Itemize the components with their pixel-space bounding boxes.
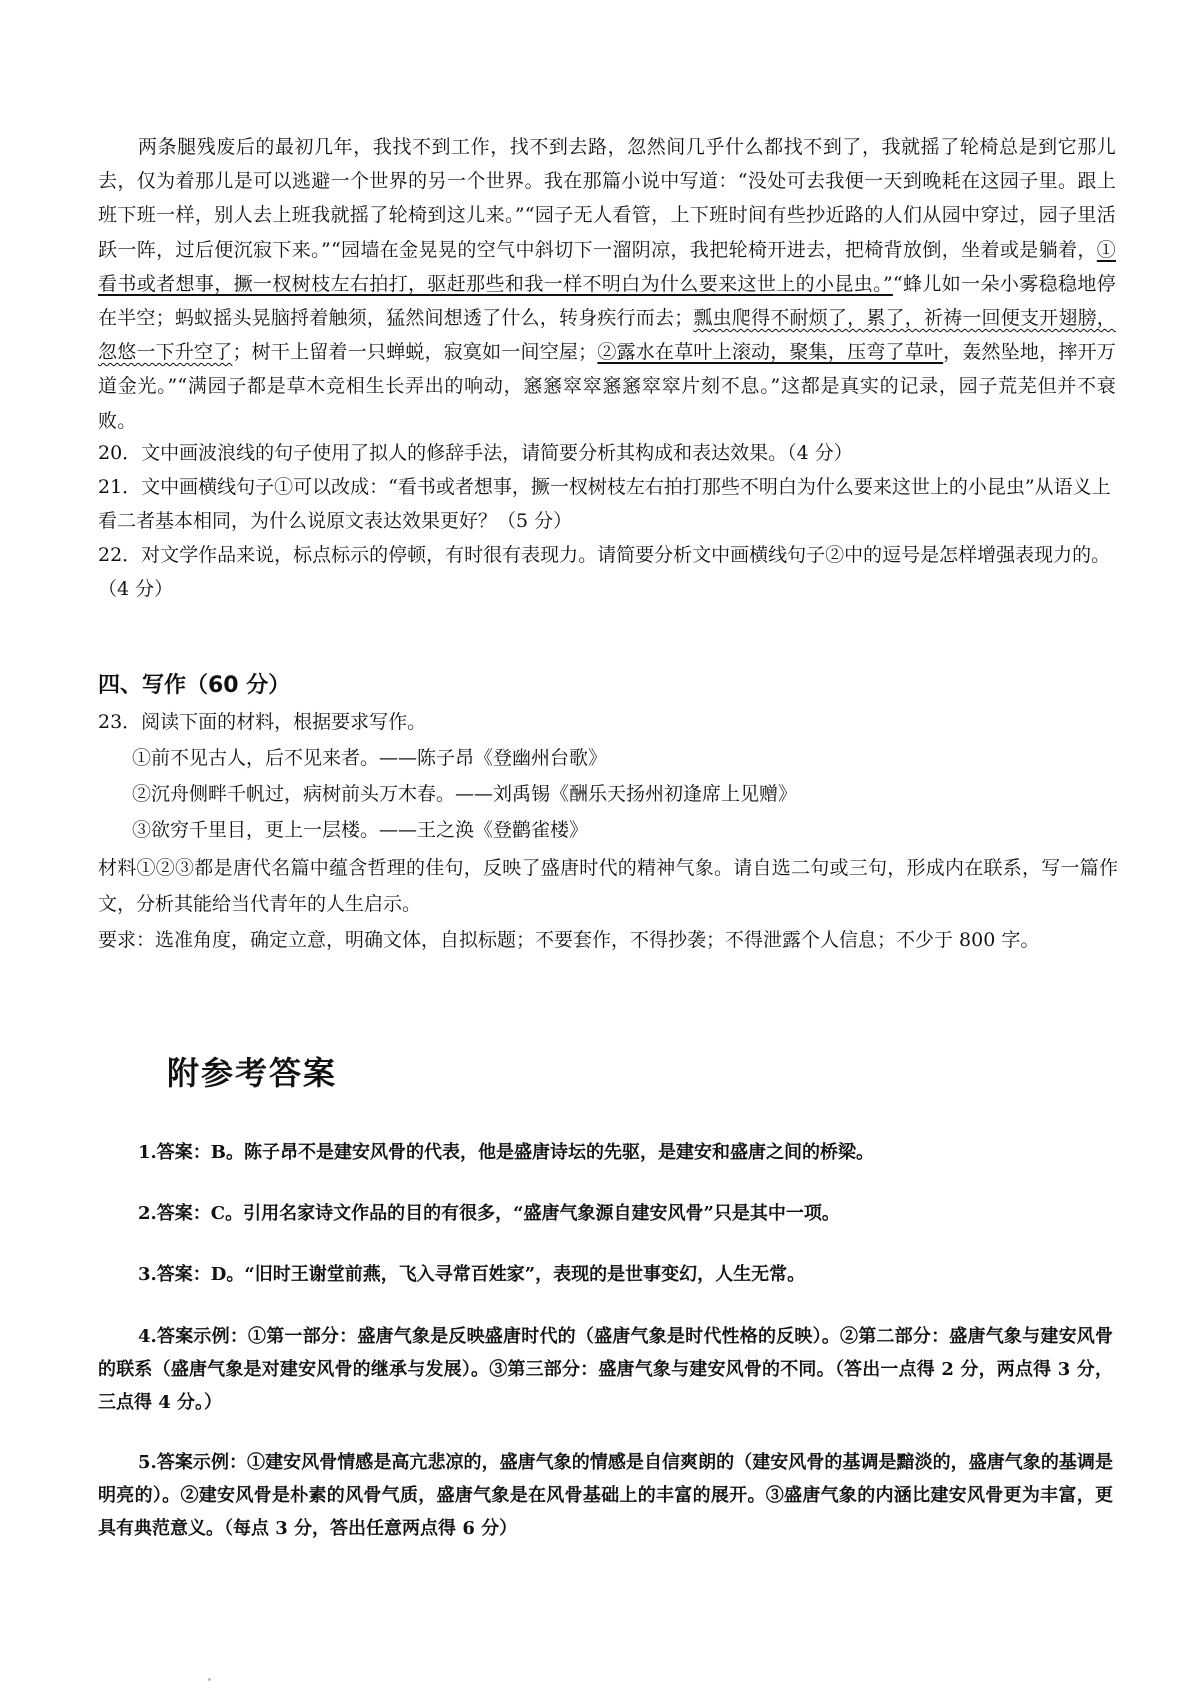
underlined-sentence-1: ①看书或者想事，撅一杈树枝左右拍打，驱赶那些和我一样不明白为什么要来这世上的小昆虫。”	[98, 238, 1116, 295]
passage-text: ；树干上留着一只蝉蜕，寂寞如一间空屋；	[232, 341, 598, 364]
underlined-sentence-2: ②露水在草叶上滚动，聚集，压弯了草叶	[597, 341, 944, 364]
question-20: 20．文中画波浪线的句子使用了拟人的修辞手法，请简要分析其构成和表达效果。（4 分）	[98, 442, 853, 464]
material-3: ③欲穷千里目，更上一层楼。——王之涣《登鹳雀楼》	[132, 819, 589, 841]
question-22: 22．对文学作品来说，标点标示的停顿，有时很有表现力。请简要分析文中画横线句子②中的逗号是怎样增强表现力的。（4 分）	[98, 544, 1111, 600]
answers-title: 附参考答案	[167, 1054, 338, 1092]
question-21: 21．文中画横线句子①可以改成：“看书或者想事，撅一杈树枝左右拍打那些不明白为什么要来这世上的小昆虫”从语义上看二者基本相同，为什么说原文表达效果更好？（5 分）	[98, 476, 1111, 532]
writing-requirements: 要求：选准角度，确定立意，明确文体，自拟标题；不要套作，不得抄袭；不得泄露个人信息；不少于 800 字。	[98, 929, 1040, 951]
answer-5: 5.答案示例：①建安风骨情感是高亢悲凉的，盛唐气象的情感是自信爽朗的（建安风骨的基调是黯淡的，盛唐气象的基调是明亮的）。②建安风骨是朴素的风骨气质，盛唐气象是在风骨基础上的丰富的展开。③盛唐气象的内涵比建安风骨更为丰富，更具有典范意义。（每点 3 分，答出任意两点得 6 分）	[98, 1452, 1113, 1539]
material-2: ②沉舟侧畔千帆过，病树前头万木春。——刘禹锡《酬乐天扬州初逢席上见赠》	[132, 783, 798, 805]
answer-3: 3.答案：D。“旧时王谢堂前燕，飞入寻常百姓家”，表现的是世事变幻，人生无常。	[138, 1264, 806, 1285]
answer-4: 4.答案示例：①第一部分：盛唐气象是反映盛唐时代的（盛唐气象是时代性格的反映）。②第二部分：盛唐气象与建安风骨的联系（盛唐气象是对建安风骨的继承与发展）。③第三部分：盛唐气象与建安风骨的不同。（答出一点得 2 分，两点得 3 分，三点得 4 分。）	[98, 1326, 1113, 1413]
reading-passage	[98, 130, 1116, 438]
passage-text: “蜂儿如一朵小雾稳稳地停在半空；蚂蚁摇头晃脑捋着触须，猛然间想透了什么，转身疾行而去；	[98, 272, 1116, 330]
section-title-writing: 四、写作（60 分）	[98, 673, 291, 698]
answer-2: 2.答案：C。引用名家诗文作品的目的有很多，“盛唐气象源自建安风骨”只是其中一项。	[138, 1203, 840, 1224]
passage-text: 两条腿残废后的最初几年，我找不到工作，找不到去路，忽然间几乎什么都找不到了，我就摇了轮椅总是到它那儿去，仅为着那儿是可以逃避一个世界的另一个世界。我在那篇小说中写道：“没处可去我便一天到晚耗在这园子里。跟上班下班一样，别人去上班我就摇了轮椅到这儿来。”“园子无人看管，上下班时间有些抄近路的人们从园中穿过，园子里活跃一阵，过后便沉寂下来。”“园墙在金晃晃的空气中斜切下一溜阴凉，我把轮椅开进去，把椅背放倒，坐着或是躺着，	[98, 136, 1116, 261]
material-1: ①前不见古人，后不见来者。——陈子昂《登幽州台歌》	[132, 747, 608, 769]
scan-speck	[208, 1678, 211, 1681]
wavy-underlined-sentence: 瓢虫爬得不耐烦了，累了，祈祷一回便支开翅膀，忽悠一下升空了	[98, 307, 1117, 364]
answer-1: 1.答案：B。陈子昂不是建安风骨的代表，他是盛唐诗坛的先驱，是建安和盛唐之间的桥梁。	[138, 1142, 875, 1163]
writing-prompt: 材料①②③都是唐代名篇中蕴含哲理的佳句，反映了盛唐时代的精神气象。请自选二句或三句，形成内在联系，写一篇作文，分析其能给当代青年的人生启示。	[98, 857, 1118, 915]
passage-text: ，轰然坠地，摔开万道金光。”“满园子都是草木竞相生长弄出的响动，窸窸窣窣窸窸窣窣片刻不息。”这都是真实的记录，园子荒芜但并不衰败。	[98, 341, 1116, 432]
question-23: 23．阅读下面的材料，根据要求写作。	[98, 711, 427, 733]
